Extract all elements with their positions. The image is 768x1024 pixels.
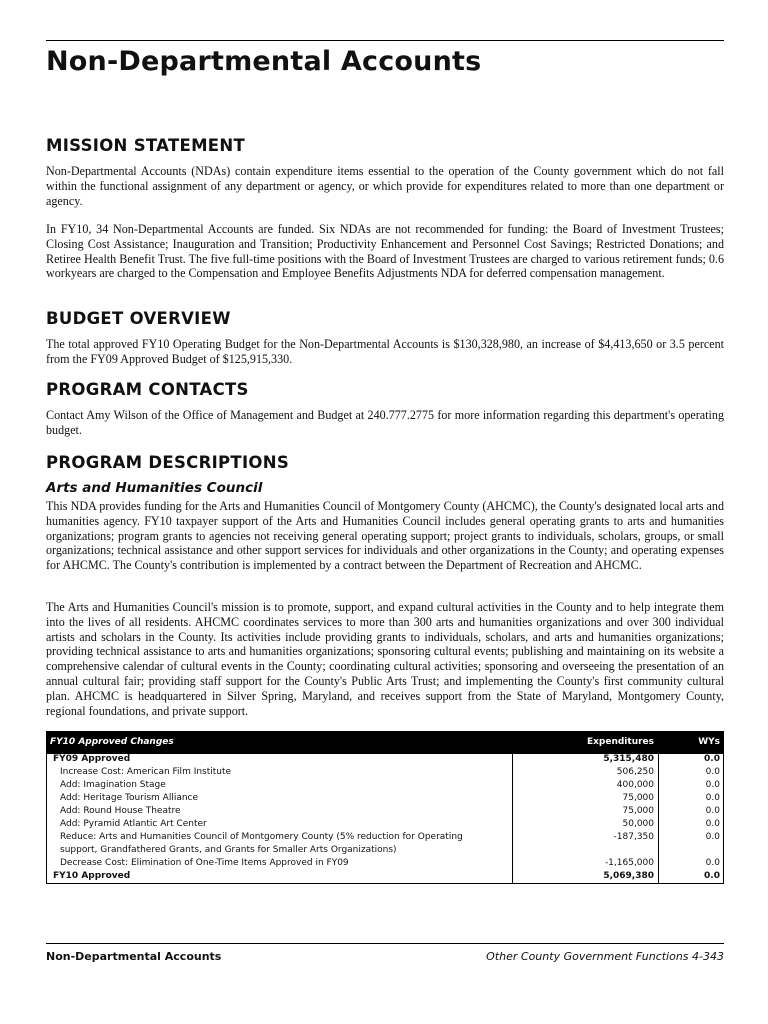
contacts-paragraph: Contact Amy Wilson of the Office of Management and Budget at 240.777.2775 for more information regarding this department's operating budget. [46, 408, 724, 437]
row-label: FY09 Approved [53, 754, 131, 764]
header-expenditures: Expenditures [512, 731, 658, 753]
row-wys: 0.0 [704, 871, 720, 881]
row-expenditure: 75,000 [622, 793, 654, 803]
row-wys: 0.0 [705, 767, 720, 777]
row-wys: 0.0 [704, 754, 720, 764]
row-wys: 0.0 [705, 793, 720, 803]
table-divider [512, 753, 513, 884]
row-wys: 0.0 [705, 806, 720, 816]
row-wys: 0.0 [705, 832, 720, 842]
mission-paragraph-1: Non-Departmental Accounts (NDAs) contain expenditure items essential to the operation of the County government which do not fall within the functional assignment of any department or agency, or which provide for expenditures related to more than one department or agency. [46, 164, 724, 208]
bottom-rule [46, 943, 724, 944]
row-expenditure: 5,315,480 [603, 754, 654, 764]
footer-title: Non-Departmental Accounts [46, 950, 222, 963]
row-expenditure: 506,250 [616, 767, 654, 777]
row-wys: 0.0 [705, 819, 720, 829]
row-label: Reduce: Arts and Humanities Council of Montgomery County (5% reduction for Operating support, Grandfathered Grants, and Grants for Smaller Arts Organizations) [60, 832, 463, 855]
mission-heading: MISSION STATEMENT [46, 136, 246, 155]
table-divider [658, 753, 659, 884]
table-row [46, 870, 724, 883]
row-label: Increase Cost: American Film Institute [60, 767, 232, 777]
arts-council-subheading: Arts and Humanities Council [46, 480, 263, 496]
budget-heading: BUDGET OVERVIEW [46, 309, 231, 328]
table-row [46, 753, 724, 766]
arts-paragraph-1: This NDA provides funding for the Arts and Humanities Council of Montgomery County (AHCMC), the County's designated local arts and humanities agency. FY10 taxpayer support of the Arts and Humanities Council includes general operating grants to arts and humanities organizations; program grants to agencies not receiving general operating support; project grants to individuals, scholars, groups, or small organizations; technical assistance and other support services for individuals and other organizations in the County; and operating expenses for AHCMC. The County's contribution is implemented by a contract between the Department of Recreation and AHCMC. [46, 499, 724, 573]
header-label: FY10 Approved Changes [46, 731, 512, 753]
row-expenditure: 75,000 [622, 806, 654, 816]
row-label: FY10 Approved [53, 871, 131, 881]
mission-paragraph-2: In FY10, 34 Non-Departmental Accounts are funded. Six NDAs are not recommended for funding: the Board of Investment Trustees; Closing Cost Assistance; Inauguration and Transition; Productivity Enhancement and Personnel Cost Savings; Restricted Donations; and Retiree Health Benefit Trust. The five full-time positions with the Board of Investment Trustees are charged to various retirement funds; 0.6 workyears are charged to the Compensation and Employee Benefits Adjustments NDA for deferred compensation management. [46, 222, 724, 281]
row-expenditure: 5,069,380 [603, 871, 654, 881]
footer-page-ref: Other County Government Functions 4-343 [486, 950, 724, 963]
row-wys: 0.0 [705, 858, 720, 868]
row-label: Decrease Cost: Elimination of One-Time Items Approved in FY09 [60, 858, 349, 868]
page-title: Non-Departmental Accounts [46, 46, 482, 77]
row-label: Add: Imagination Stage [60, 780, 166, 790]
table-row [46, 805, 724, 818]
table-row [46, 766, 724, 779]
row-label: Add: Pyramid Atlantic Art Center [60, 819, 207, 829]
row-expenditure: -1,165,000 [604, 858, 654, 868]
budget-paragraph: The total approved FY10 Operating Budget for the Non-Departmental Accounts is $130,328,980, an increase of $4,413,650 or 3.5 percent from the FY09 Approved Budget of $125,915,330. [46, 337, 724, 366]
table-row [46, 818, 724, 831]
descriptions-heading: PROGRAM DESCRIPTIONS [46, 453, 290, 472]
row-label: Add: Round House Theatre [60, 806, 181, 816]
header-wys: WYs [658, 731, 724, 753]
row-expenditure: 400,000 [616, 780, 654, 790]
table-header-row [46, 731, 724, 753]
row-label: Add: Heritage Tourism Alliance [60, 793, 199, 803]
table-row [46, 792, 724, 805]
row-expenditure: -187,350 [613, 832, 654, 842]
approved-changes-table [46, 731, 724, 883]
table-row [46, 857, 724, 870]
table-row [46, 779, 724, 792]
arts-paragraph-2: The Arts and Humanities Council's mission is to promote, support, and expand cultural activities in the County and to help integrate them into the lives of all residents. AHCMC coordinates services to more than 300 arts and humanities organizations and over 300 individual artists and scholars in the County. Its activities include providing grants to individuals, scholars, and arts and humanities organizations; providing technical assistance to arts and humanities organizations; sponsoring cultural events; publishing and maintaining on its website a comprehensive calendar of cultural events in the County; coordinating cultural activities; sponsoring and overseeing the presentation of an annual cultural fair; providing staff support for the County's Public Arts Trust; and implementing the County's first community cultural plan. AHCMC is headquartered in Silver Spring, Maryland, and receives support from the State of Maryland, Montgomery County, regional foundations, and private support. [46, 600, 724, 718]
row-wys: 0.0 [705, 780, 720, 790]
row-expenditure: 50,000 [622, 819, 654, 829]
top-rule [46, 40, 724, 41]
table-row [46, 831, 724, 857]
contacts-heading: PROGRAM CONTACTS [46, 380, 249, 399]
